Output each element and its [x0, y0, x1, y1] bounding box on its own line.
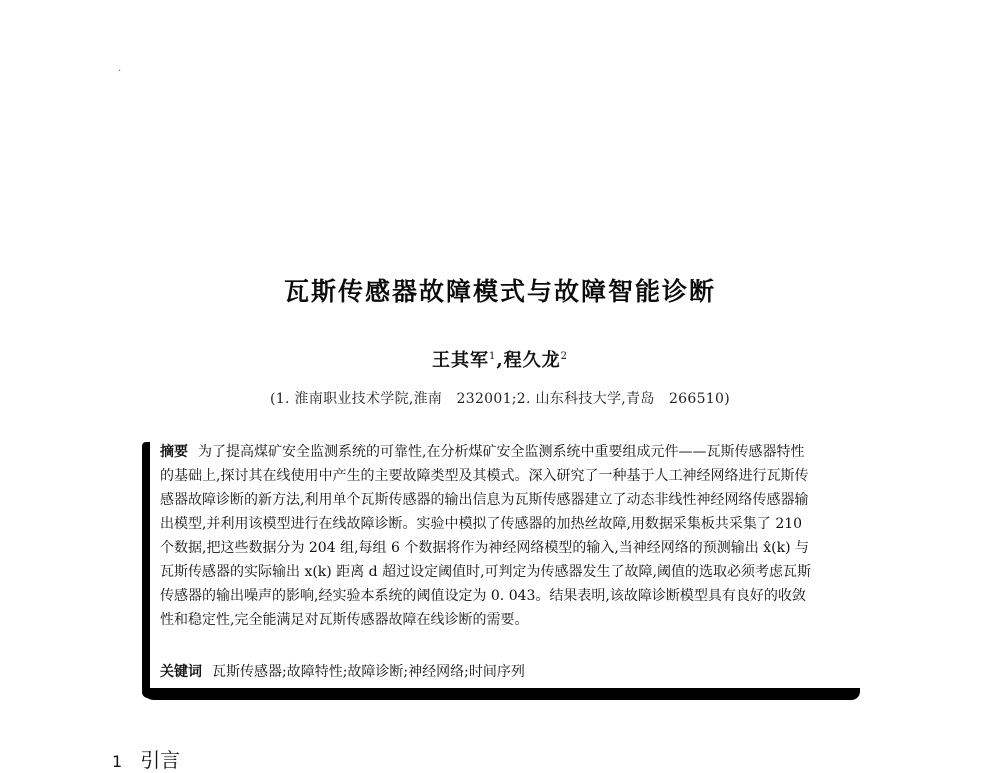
- abstract-line: 出模型,并利用该模型进行在线故障诊断。实验中模拟了传感器的加热丝故障,用数据采集板共采集了 210: [160, 516, 803, 532]
- abstract-label: 摘要: [160, 444, 188, 460]
- abstract-line: 性和稳定性,完全能满足对瓦斯传感器故障在线诊断的需要。: [160, 612, 529, 628]
- author-1-name: 王其军: [431, 350, 489, 371]
- affiliation-line: (1. 淮南职业技术学院,淮南 232001;2. 山东科技大学,青岛 266510): [270, 391, 730, 407]
- keywords-text: 瓦斯传感器;故障特性;故障诊断;神经网络;时间序列: [212, 664, 525, 680]
- abstract-line-text: 为了提高煤矿安全监测系统的可靠性,在分析煤矿安全监测系统中重要组成元件——瓦斯传感器特性: [198, 444, 805, 460]
- abstract-line: [160, 440, 862, 464]
- authors-line: [0, 346, 1000, 372]
- abstract-frame-bottom: [142, 688, 860, 700]
- author-separator: ,: [496, 350, 504, 371]
- author-2-affiliation-mark: 2: [560, 351, 569, 362]
- abstract-line: 传感器的输出噪声的影响,经实验本系统的阈值设定为 0. 043。结果表明,该故障诊断模型具有良好的收敛: [160, 588, 806, 604]
- section-number: 1: [112, 752, 123, 771]
- abstract-line: 感器故障诊断的新方法,利用单个瓦斯传感器的输出信息为瓦斯传感器建立了动态非线性神经网络传感器输: [160, 492, 809, 508]
- abstract-box: [142, 436, 866, 706]
- stray-mark: ·: [118, 66, 122, 77]
- keywords-label: 关键词: [160, 664, 202, 680]
- abstract-frame-left: [142, 442, 150, 698]
- abstract-line: 瓦斯传感器的实际输出 x(k) 距离 d 超过设定阈值时,可判定为传感器发生了故障,阈值的选取必须考虑瓦斯: [160, 564, 811, 580]
- keywords-line: [160, 662, 862, 682]
- abstract-text: [160, 440, 862, 632]
- section-heading: [112, 744, 180, 773]
- abstract-line: 个数据,把这些数据分为 204 组,每组 6 个数据将作为神经网络模型的输入,当神经网络的预测输出 x̂(k) 与: [160, 540, 809, 556]
- abstract-line: 的基础上,探讨其在线使用中产生的主要故障类型及其模式。深入研究了一种基于人工神经网络进行瓦斯传: [160, 468, 809, 484]
- author-1-affiliation-mark: 1: [488, 351, 497, 362]
- section-title: 引言: [140, 748, 181, 772]
- paper-title: 瓦斯传感器故障模式与故障智能诊断: [283, 277, 716, 306]
- author-2-name: 程久龙: [503, 350, 561, 371]
